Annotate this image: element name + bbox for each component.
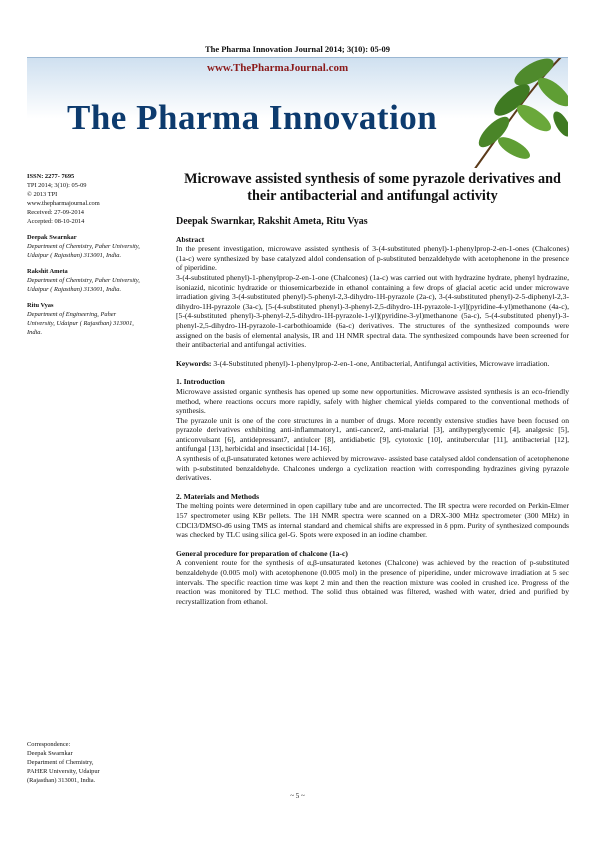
copyright: © 2013 TPI [27,191,58,198]
leaves-illustration-icon [414,57,568,168]
correspondence-line: Department of Chemistry, [27,759,94,766]
abstract-paragraph: In the present investigation, microwave assisted synthesis of 3-(4-substituted phenyl)-1-phenylprop-2-en-1-ones (Chalcones) (1a-c) were synthesized by base catalyzed aldol condensation of p-substituted benzaldehyde with acetophenone in the presence of piperidine. [176,244,569,273]
sidebar-author-name: Deepak Swarnkar [27,234,77,241]
issn: ISSN: 2277- 7695 [27,173,75,180]
correspondence-line: PAHER University, Udaipur [27,768,100,775]
correspondence-line: (Rajasthan) 313001, India. [27,777,96,784]
article-authors: Deepak Swarnkar, Rakshit Ameta, Ritu Vyas [176,216,368,227]
journal-banner [27,57,568,168]
accepted-date: Accepted: 08-10-2014 [27,218,85,225]
page-number: ~ 5 ~ [290,792,305,800]
banner-title: The Pharma Innovation [67,98,438,137]
article-body [176,171,569,606]
sidebar-author [27,267,145,294]
journal-header: The Pharma Innovation Journal 2014; 3(10): 05-09 [204,44,391,54]
article-info-sidebar [27,172,145,344]
correspondence-label: Correspondence: [27,741,71,748]
received-date: Received: 27-09-2014 [27,209,84,216]
article-title: Microwave assisted synthesis of some pyrazole derivatives and their antibacterial and antifungal activity [184,171,561,204]
banner-url[interactable]: www.ThePharmaJournal.com [207,62,349,74]
correspondence-name: Deepak Swarnkar [27,750,73,757]
keywords-label: Keywords: [176,358,212,368]
sidebar-author-affiliation: Department of Engineering, Paher University, Udaipur ( Rajasthan) 313001, India. [27,311,134,336]
sidebar-author [27,301,145,337]
keywords-text: 3-(4-Substituted phenyl)-1-phenylprop-2-en-1-one, Antibacterial, Antifungal activities, Microwave irradiation. [213,358,550,368]
sidebar-author-name: Rakshit Ameta [27,268,68,275]
keywords-line [176,359,569,369]
methods-paragraph: The melting points were determined in open capillary tube and are uncorrected. The IR spectra were recorded on Perkin-Elmer 157 spectrometer using KBr pellets. The 1H NMR spectra were scanned on a DRX-300 MHz spectrometer (300 MHz) in CDCl3/DMSO-d6 using TMS as internal standard and chemical shifts are expressed in δ ppm. Purity of synthesized compounds was checked by TLC using silica gel-G. Spots were exposed in an iodine chamber. [176,501,569,540]
intro-paragraph: A synthesis of α,β-unsaturated ketones were achieved by microwave- assisted base catalysed aldol condensation of acetophenone with p-substituted benzaldehyde. Chalcones undergo a cyclization reaction with corresponding hydrazines giving pyrazole derivatives. [176,454,569,483]
sidebar-author-affiliation: Department of Chemistry, Paher University, Udaipur ( Rajasthan) 313001, India. [27,277,140,293]
sidebar-author [27,233,145,260]
abstract-heading: Abstract [176,234,205,244]
procedure-paragraph: A convenient route for the synthesis of α,β-unsaturated ketones (Chalcone) was achieved by the reaction of p-substituted benzaldehyde (0.005 mol) with acetophenone (0.005 mol) in the presence of piperidine, under microwave irradiation at 5 sec intervals. The specific reaction time was kept 2 min and then the reaction mixture was cooled in crushed ice. Progress of the reaction was monitored by TLC method. The solid thus obtained was filtered, washed with water, dried and purified by recrystallization from ethanol. [176,558,569,606]
abstract-paragraph: 3-(4-substituted phenyl)-1-phenylprop-2-en-1-one (Chalcones) (1a-c) was carried out with hydrazine hydrate, phenyl hydrazine, isoniazid, nicotinic hydrazide or thiosemicarbezide in ethanol containing a few drops of glacial acetic acid under microwave irradiation giving 3-(4-substituted phenyl)-5-phenyl-2,3-dihydro-1H-pyrazole (2a-c), 3-(4-substituted phenyl)-2-5-diphenyl-2,3-dihydro-1H-pyrazole (3a-c), [5-(4-substituted phenyl)-3-phenyl-2,5-dihydro-1H-pyrazole-1-yl](pyridine-4-yl)methanone (4a-c), [5-(4-substituted phenyl)-3-phenyl-2,5-dihydro-1H-pyrazole-1-yl](pyridine-3-yl)methanone (5a-c), 5-(4-substituted phenyl)-3-phenyl-2,5-dihydro-1H-pyrazole-1-carbothioamide (6a-c) derivatives. The structures of the synthesized compounds were assigned on the basis of elemental analysis, IR and 1H NMR spectral data. The synthesized compounds have been screened for their antibacterial and antifungal activities. [176,272,569,350]
tpi-info: TPI 2014; 3(10): 05-09 [27,182,87,189]
procedure-heading: General procedure for preparation of chalcone (1a-c) [176,548,348,558]
introduction-heading: 1. Introduction [176,377,225,387]
intro-paragraph: Microwave assisted organic synthesis has opened up some new opportunities. Microwave assisted synthesis is an eco-friendly method, where reactions occurs more rapidly, safely with higher chemical yields compared to the conventional methods of synthesis. [176,386,569,416]
correspondence-block [27,740,145,785]
intro-paragraph: The pyrazole unit is one of the core structures in a number of drugs. More recently extensive studies have been focused on pyrazole derivatives exhibiting anti-inflammatory1, anti-cancer2, anti-malarial [3], antihyperglycemic [4], analgesic [5], anticonvulsant [6], antidepressant7, antiulcer [8], antidiabetic [9], cytotoxic [10], antitubercular [11], antibacterial [12], antifungal [13], herbicidal and insecticidal [14-16]. [176,415,569,454]
website-link[interactable]: www.thepharmajournal.com [27,200,100,207]
methods-heading: 2. Materials and Methods [176,491,260,501]
sidebar-author-affiliation: Department of Chemistry, Paher University, Udaipur ( Rajasthan) 313001, India. [27,243,140,259]
sidebar-author-name: Ritu Vyas [27,302,54,309]
